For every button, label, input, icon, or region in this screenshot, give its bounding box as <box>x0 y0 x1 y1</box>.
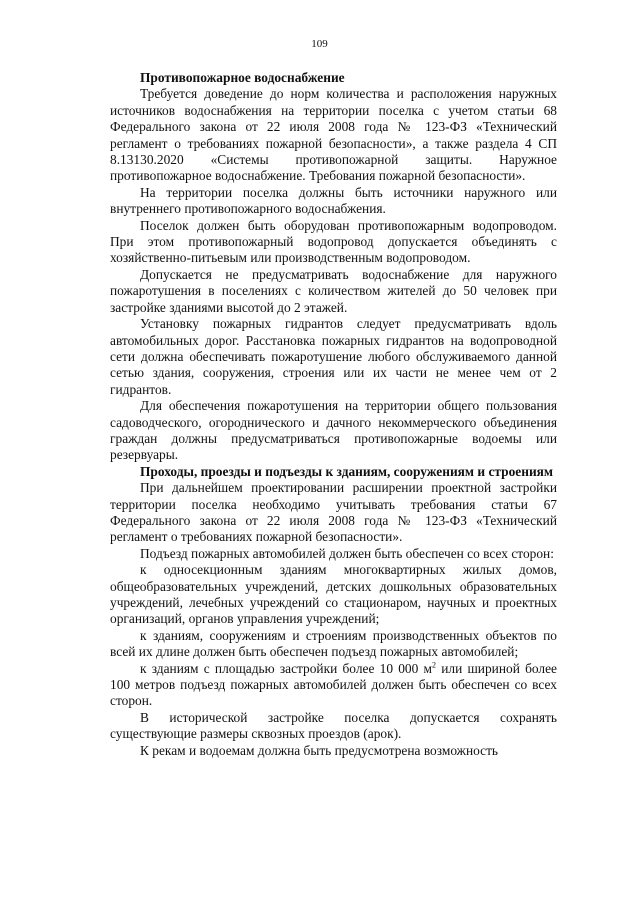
paragraph: При дальнейшем проектировании расширении проектной застройки территории поселка необходимо учитывать требования статьи 67 Федерального закона от 22 июля 2008 года № 123-ФЗ «Технический регламент о требованиях пожарной безопасности». <box>110 480 557 545</box>
list-item-paragraph: к односекционным зданиям многоквартирных жилых домов, общеобразовательных учреждений, детских дошкольных образовательных учреждений, лечебных учреждений со стационаром, научных и проектных организаций, органов управления учреждений; <box>110 562 557 627</box>
text-fragment: к зданиям с площадью застройки более 10 000 м <box>140 660 433 676</box>
section-heading-access-roads: Проходы, проезды и подъезды к зданиям, сооружениям и строениям <box>140 463 554 479</box>
text-fragment: или шириной более 100 метров подъезд пожарных автомобилей должен быть обеспечен со всех сторон. <box>110 660 557 709</box>
document-body <box>110 70 557 759</box>
section-heading-water-supply: Противопожарное водоснабжение <box>140 70 345 85</box>
paragraph: В исторической застройке поселка допускается сохранять существующие размеры сквозных проездов (арок). <box>110 709 557 742</box>
list-item-paragraph <box>110 661 557 710</box>
paragraph: Допускается не предусматривать водоснабжение для наружного пожаротушения в поселениях с количеством жителей до 50 человек при застройке зданиями высотой до 2 этажей. <box>110 266 557 315</box>
paragraph: Поселок должен быть оборудован противопожарным водопроводом. При этом противопожарный водопровод допускается объединять с хозяйственно-питьевым или производственным водопроводом. <box>110 217 557 266</box>
page-number: 109 <box>311 38 328 50</box>
paragraph: Подъезд пожарных автомобилей должен быть обеспечен со всех сторон: <box>140 545 554 561</box>
superscript: 2 <box>432 660 437 670</box>
list-item-paragraph: к зданиям, сооружениям и строениям производственных объектов по всей их длине должен быть обеспечен подъезд пожарных автомобилей; <box>110 627 557 660</box>
paragraph: Установку пожарных гидрантов следует предусматривать вдоль автомобильных дорог. Расстановка пожарных гидрантов на водопроводной сети должна обеспечивать пожаротушение любого обслуживаемого данной сетью здания, сооружения, строения или их части не менее чем от 2 гидрантов. <box>110 316 557 397</box>
paragraph: Для обеспечения пожаротушения на территории общего пользования садоводческого, огороднического и дачного некоммерческого объединения граждан должны предусматриваться противопожарные водоемы или резервуары. <box>110 398 557 463</box>
paragraph: К рекам и водоемам должна быть предусмотрена возможность <box>140 742 499 758</box>
paragraph: Требуется доведение до норм количества и расположения наружных источников водоснабжения на территории поселка с учетом статьи 68 Федерального закона от 22 июля 2008 года № 123-ФЗ «Технический регламент о требованиях пожарной безопасности», а также раздела 4 СП 8.13130.2020 «Системы противопожарной защиты. Наружное противопожарное водоснабжение. Требования пожарной безопасности». <box>110 86 557 184</box>
paragraph: На территории поселка должны быть источники наружного или внутреннего противопожарного водоснабжения. <box>110 184 557 217</box>
